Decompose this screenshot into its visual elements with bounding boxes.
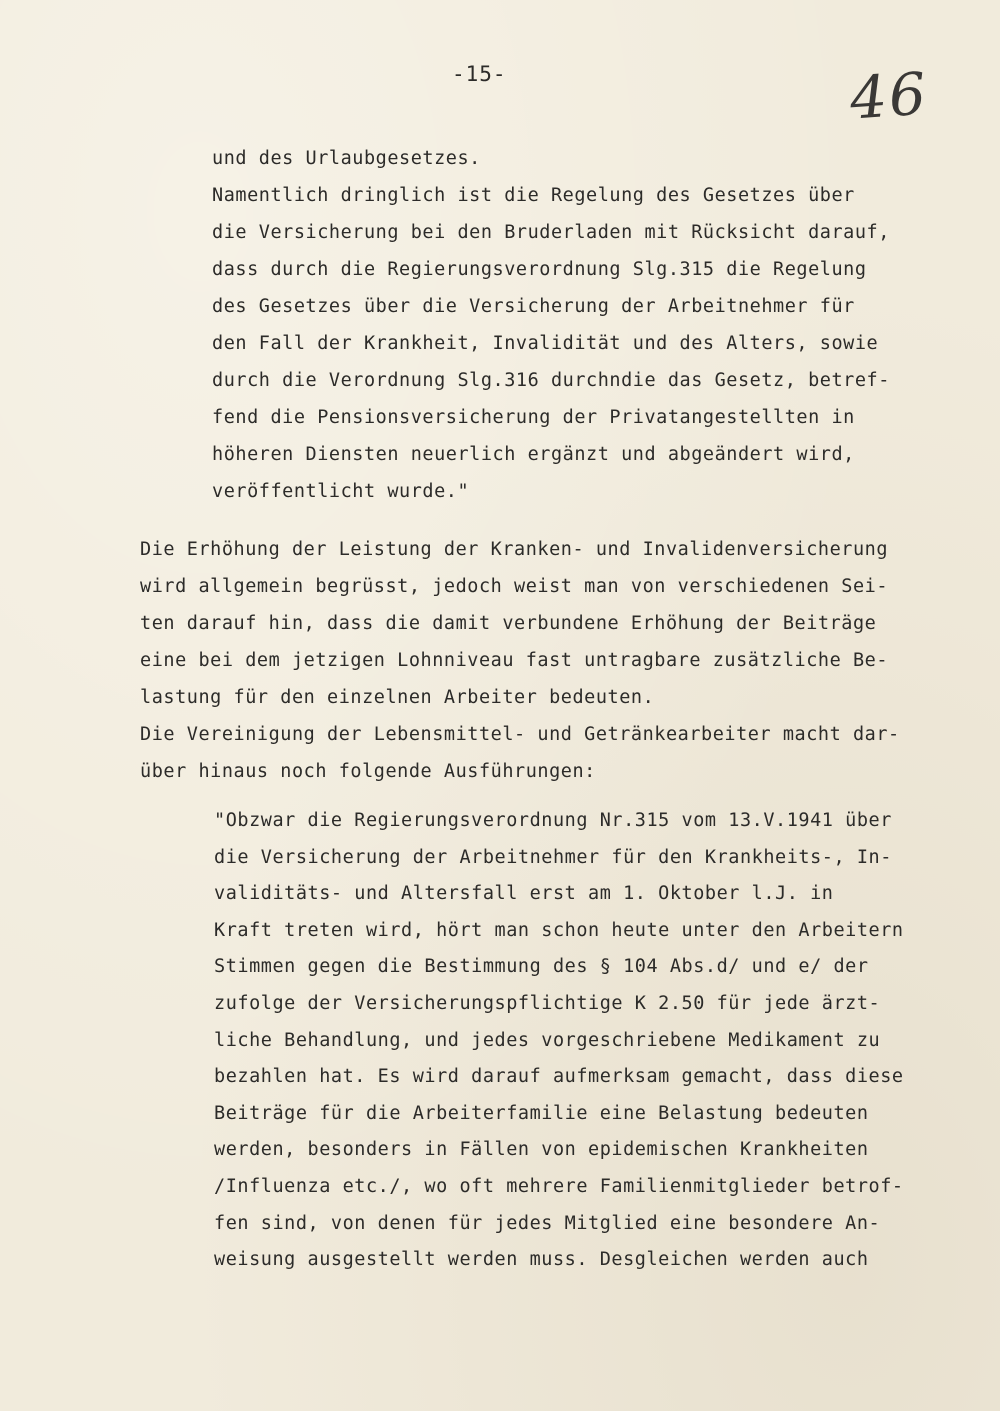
text-line: dass durch die Regierungsverordnung Slg.315 die Regelung <box>212 259 867 280</box>
text-line: des Gesetzes über die Versicherung der Arbeitnehmer für <box>212 296 855 317</box>
text-line: bezahlen hat. Es wird darauf aufmerksam gemacht, dass diese <box>214 1066 904 1088</box>
text-line: lastung für den einzelnen Arbeiter bedeuten. <box>140 687 655 708</box>
text-line: den Fall der Krankheit, Invalidität und des Alters, sowie <box>212 333 879 354</box>
text-line: fend die Pensionsversicherung der Privatangestellten in <box>212 407 855 428</box>
page-number: -15- <box>452 62 507 86</box>
text-line: Stimmen gegen die Bestimmung des § 104 Abs.d/ und e/ der <box>214 956 869 978</box>
text-line: "Obzwar die Regierungsverordnung Nr.315 vom 13.V.1941 über <box>214 810 892 831</box>
text-line: /Influenza etc./, wo oft mehrere Familienmitglieder betrof- <box>214 1175 904 1197</box>
second-quote-paragraph <box>214 803 904 1279</box>
text-line: durch die Verordnung Slg.316 durchndie das Gesetz, betref- <box>212 370 890 391</box>
text-line: Die Erhöhung der Leistung der Kranken- und Invalidenversicherung <box>140 539 889 560</box>
handwritten-folio-number: 46 <box>847 59 931 133</box>
text-line: werden, besonders in Fällen von epidemischen Krankheiten <box>214 1139 869 1161</box>
text-line: die Versicherung bei den Bruderladen mit Rücksicht darauf, <box>212 222 890 243</box>
text-line: über hinaus noch folgende Ausführungen: <box>140 761 596 782</box>
text-line: validitäts- und Altersfall erst am 1. Oktober l.J. in <box>214 883 834 905</box>
text-line: ten darauf hin, dass die damit verbundene Erhöhung der Beiträge <box>140 613 877 634</box>
text-line: Namentlich dringlich ist die Regelung des Gesetzes über <box>212 185 855 206</box>
text-line: eine bei dem jetzigen Lohnniveau fast untragbare zusätzliche Be- <box>140 650 889 671</box>
text-line: weisung ausgestellt werden muss. Desgleichen werden auch <box>214 1249 869 1271</box>
text-line: veröffentlicht wurde." <box>212 481 470 502</box>
text-line: wird allgemein begrüsst, jedoch weist man von verschiedenen Sei- <box>140 576 889 597</box>
quote-continuation-paragraph <box>212 140 890 510</box>
text-line: höheren Diensten neuerlich ergänzt und abgeändert wird, <box>212 444 855 465</box>
text-line: und des Urlaubgesetzes. <box>212 148 481 169</box>
text-line: Beiträge für die Arbeiterfamilie eine Belastung bedeuten <box>214 1102 869 1124</box>
main-body-paragraph <box>140 531 900 790</box>
text-line: Die Vereinigung der Lebensmittel- und Getränkearbeiter macht dar- <box>140 724 900 745</box>
text-line: die Versicherung der Arbeitnehmer für den Krankheits-, In- <box>214 846 892 868</box>
text-line: zufolge der Versicherungspflichtige K 2.50 für jede ärzt- <box>214 992 881 1014</box>
text-line: Kraft treten wird, hört man schon heute unter den Arbeitern <box>214 919 904 941</box>
text-line: liche Behandlung, und jedes vorgeschriebene Medikament zu <box>214 1029 881 1051</box>
text-line: fen sind, von denen für jedes Mitglied eine besondere An- <box>214 1212 881 1234</box>
